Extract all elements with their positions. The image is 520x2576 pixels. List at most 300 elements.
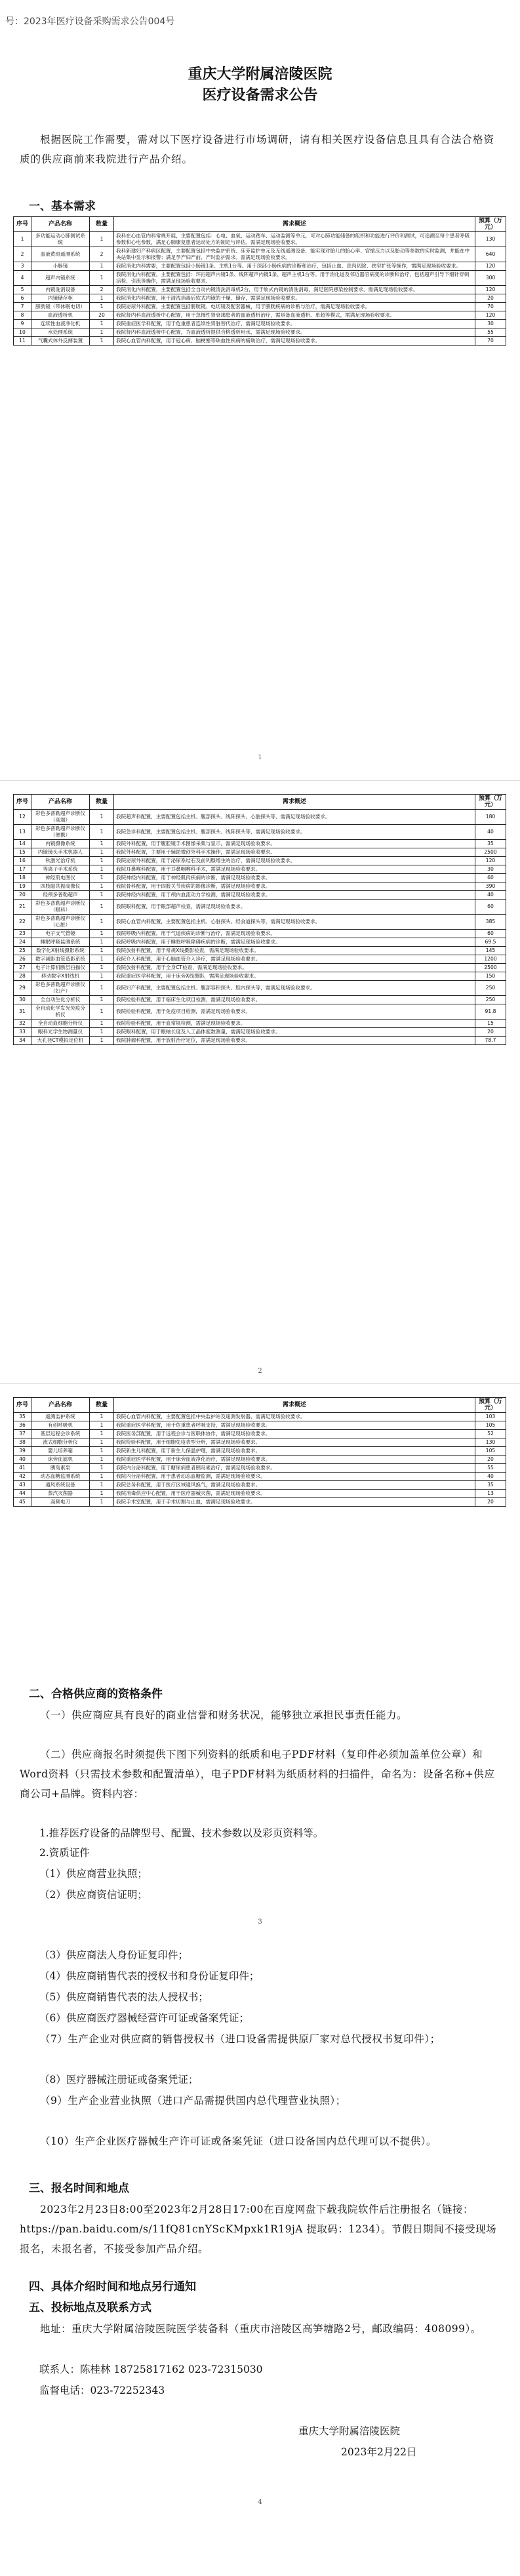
section-qualifications: 二、合格供应商的资格条件: [29, 1688, 163, 1701]
cell-qty: 1: [90, 882, 114, 891]
cell-qty: 1: [90, 262, 114, 271]
table-row: [14, 286, 506, 294]
header-qty: 数量: [90, 1398, 114, 1413]
cell-qty: 1: [90, 938, 114, 947]
cell-budget: 70: [475, 303, 506, 311]
condition-1: （一）供应商应具有良好的商业信誉和财务状况，能够独立承担民事责任能力。: [40, 1709, 408, 1721]
qual-4: （4）供应商销售代表的授权书和身份证复印件；: [39, 1970, 260, 1982]
cell-qty: 1: [90, 930, 114, 938]
cell-name: 彩色多普勒超声诊断仪（高端）: [31, 810, 90, 825]
cell-req: 我院泌尿外科配置，用于泌尿系结石及前列腺增生的治疗，需满足现场验收要求。: [114, 857, 475, 865]
doc-number: 号：2023年医疗设备采购需求公告004号: [5, 16, 175, 27]
cell-budget: 640: [475, 247, 506, 262]
signature-org: 重庆大学附属涪陵医院: [298, 2425, 401, 2437]
cell-no: 39: [14, 1447, 31, 1456]
table-row: [14, 328, 506, 337]
cell-no: 41: [14, 1464, 31, 1473]
cell-req: 我院放射科配置，用于全身CT检查，需满足现场验收要求。: [114, 964, 475, 972]
cell-qty: 1: [90, 1464, 114, 1473]
cell-qty: 1: [90, 232, 114, 247]
cell-name: 婴儿培养箱: [31, 1447, 90, 1456]
cell-qty: 1: [90, 328, 114, 337]
cell-budget: 2500: [475, 848, 506, 857]
cell-req: 我院检验科配置，用于免疫项目检测，需满足现场验收要求。: [114, 1004, 475, 1020]
cell-qty: 1: [90, 840, 114, 848]
cell-qty: 1: [90, 1413, 114, 1421]
cell-budget: 30: [475, 320, 506, 328]
cell-qty: 1: [90, 337, 114, 346]
section-presentation: 四、具体介绍时间和地点另行通知: [29, 2280, 196, 2293]
cell-no: 38: [14, 1438, 31, 1447]
cell-req: 我院内分泌科配置，用于患者动态血糖监测，需满足现场验收要求。: [114, 1473, 475, 1481]
cell-budget: 60: [475, 874, 506, 882]
cell-budget: 40: [475, 1473, 506, 1481]
table-row: [14, 1456, 506, 1464]
cell-no: 28: [14, 972, 31, 981]
cell-req: 我院重症医学科配置，用于危重患者连续性肾脏替代治疗，需满足现场验收要求。: [114, 320, 475, 328]
cell-req: 我院急诊科配置，主要配置包括主机、腹部探头、线阵探头等，需满足现场验收要求。: [114, 825, 475, 840]
cell-budget: 145: [475, 947, 506, 955]
table-row: [14, 981, 506, 996]
cell-no: 33: [14, 1028, 31, 1037]
cell-name: 超声内镜系统: [31, 271, 90, 286]
cell-no: 29: [14, 981, 31, 996]
cell-qty: 1: [90, 915, 114, 930]
cell-budget: 13: [475, 1490, 506, 1498]
cell-no: 15: [14, 848, 31, 857]
hospital-title: 重庆大学附属涪陵医院: [188, 66, 332, 83]
cell-no: 31: [14, 1004, 31, 1020]
header-name: 产品名称: [31, 1398, 90, 1413]
cell-name: 内镜镜头手术机器人: [31, 848, 90, 857]
cell-name: 全自动血细胞分析仪: [31, 1020, 90, 1028]
cell-qty: 1: [90, 947, 114, 955]
cell-name: 经颅多普勒超声: [31, 891, 90, 900]
table-row: [14, 938, 506, 947]
qual-3: （3）供应商法人身份证复印件；: [39, 1949, 188, 1961]
cell-req: 我院外科配置，用于腹腔镜手术图像采集与显示，需满足现场验收要求。: [114, 840, 475, 848]
cell-no: 17: [14, 865, 31, 874]
item-1: 1.推荐医疗设备的品牌型号、配置、技术参数以及彩页资料等。: [39, 1827, 324, 1839]
table-row: [14, 337, 506, 346]
cell-req: 我院放射科配置，用于常规X线摄影检查，需满足现场验收要求。: [114, 947, 475, 955]
table-row: [14, 1430, 506, 1438]
intro-paragraph: 根据医院工作需要，需对以下医疗设备进行市场调研，请有相关医疗设备信息且具有合法合格资质的供应商前来我院进行产品介绍。: [20, 134, 495, 165]
cell-qty: 1: [90, 996, 114, 1004]
cell-no: 16: [14, 857, 31, 865]
cell-req: 我院呼吸内科配置，用于气道疾病的诊断与治疗，需满足现场验收要求。: [114, 930, 475, 938]
cell-no: 5: [14, 286, 31, 294]
cell-no: 12: [14, 810, 31, 825]
cell-budget: 70: [475, 337, 506, 346]
cell-no: 23: [14, 930, 31, 938]
cell-qty: 1: [90, 271, 114, 286]
table-row: [14, 891, 506, 900]
cell-no: 35: [14, 1413, 31, 1421]
table-row: [14, 1447, 506, 1456]
cell-no: 7: [14, 303, 31, 311]
header-req: 需求概述: [114, 217, 475, 232]
table-row: [14, 311, 506, 320]
table-row: [14, 857, 506, 865]
cell-req: 我院重症医学科配置，用于床旁血液净化治疗，需满足现场验收要求。: [114, 1456, 475, 1464]
cell-req: 我院检验科配置，用于血常规检测，需满足现场验收要求。: [114, 1020, 475, 1028]
cell-qty: 2: [90, 247, 114, 262]
cell-budget: 1200: [475, 955, 506, 964]
cell-name: 眼科光学生物测量仪: [31, 1028, 90, 1037]
table-row: [14, 900, 506, 915]
cell-qty: 1: [90, 294, 114, 303]
cell-no: 24: [14, 938, 31, 947]
table-row: [14, 1481, 506, 1490]
cell-budget: 55: [475, 328, 506, 337]
cell-name: 遥测监护系统: [31, 1413, 90, 1421]
cell-no: 43: [14, 1481, 31, 1490]
qual-7: （7）生产企业对供应商的销售授权书（进口设备需提供原厂家对总代授权书复印件）；: [40, 2033, 441, 2045]
cell-req: 我科新建妇产科病区配置，主要配置包括中央监护系统、床旁监护单元及无线遥测设备，能实现对胎儿的胎心率、宫缩压力以及胎动等参数的实时监测，并能在中央站集中显示和报警；满足孕产妇产前、产时监护需求。需满足现场验收要求。: [114, 247, 475, 262]
cell-name: 彩色多普勒超声诊断仪（心脏）: [31, 915, 90, 930]
cell-qty: 1: [90, 1004, 114, 1020]
table-row: [14, 1498, 506, 1507]
cell-name: 移动数字X射线机: [31, 972, 90, 981]
cell-req: 我院泌尿外科配置，主要配置包括膀胱镜、电切镜及配套器械，用于膀胱疾病的诊断与治疗，需满足现场验收要求。: [114, 303, 475, 311]
cell-req: 我院神经内科配置，用于颅内血流动力学检测，需满足现场验收要求。: [114, 891, 475, 900]
cell-budget: 250: [475, 996, 506, 1004]
cell-name: 彩色多普勒超声诊断仪（妇产）: [31, 981, 90, 996]
cell-name: 等离子手术系统: [31, 865, 90, 874]
cell-name: 彩色多普勒超声诊断仪（便携）: [31, 825, 90, 840]
table-row: [14, 840, 506, 848]
cell-budget: 52: [475, 1430, 506, 1438]
cell-budget: 20: [475, 294, 506, 303]
cell-req: 我院心血管内科配置，主要配置包括主机、心脏探头、经食道探头等，需满足现场验收要求。: [114, 915, 475, 930]
cell-budget: 30: [475, 865, 506, 874]
cell-no: 8: [14, 311, 31, 320]
cell-req: 我院消毒供应中心配置，用于医疗器械灭菌，需满足现场验收要求。: [114, 1490, 475, 1498]
table-row: [14, 874, 506, 882]
section-basic-needs: 一、基本需求: [29, 200, 96, 213]
cell-budget: 55: [475, 1464, 506, 1473]
cell-name: 小肠镜: [31, 262, 90, 271]
cell-name: 钬激光治疗机: [31, 857, 90, 865]
cell-name: 基层远程会诊系统: [31, 1430, 90, 1438]
cell-no: 13: [14, 825, 31, 840]
cell-no: 11: [14, 337, 31, 346]
cell-name: 四肢磁共振成像仪: [31, 882, 90, 891]
cell-name: 电子支气管镜: [31, 930, 90, 938]
cell-no: 2: [14, 247, 31, 262]
table-row: [14, 964, 506, 972]
cell-budget: 250: [475, 981, 506, 996]
cell-req: 我院消化内科需要，主要配置包括小肠镜1条、主机1台等。用于深部小肠疾病的诊断和治疗，包括止血、息肉切除、狭窄扩张等操作，需满足现场验收要求。: [114, 262, 475, 271]
page-3: [0, 1383, 520, 2576]
header-budget: 预算（万元）: [475, 1398, 506, 1413]
cell-no: 32: [14, 1020, 31, 1028]
cell-name: 多功能运动心肺测试系统: [31, 232, 90, 247]
cell-qty: 1: [90, 1473, 114, 1481]
cell-name: 内镜摄像系统: [31, 840, 90, 848]
cell-budget: 69.5: [475, 938, 506, 947]
table-row: [14, 930, 506, 938]
cell-req: 我院眼科配置，用于眼轴长度及人工晶体度数测量，需满足现场验收要求。: [114, 1028, 475, 1037]
cell-qty: 1: [90, 865, 114, 874]
cell-name: 数字化X射线摄影系统: [31, 947, 90, 955]
cell-name: 内镜洗消设备: [31, 286, 90, 294]
cell-no: 27: [14, 964, 31, 972]
cell-no: 18: [14, 874, 31, 882]
cell-budget: 150: [475, 972, 506, 981]
qual-10: （10）生产企业医疗器械生产许可证或备案凭证（进口设备国内总代理可以不提供）。: [40, 2135, 437, 2147]
header-req: 需求概述: [114, 795, 475, 810]
cell-qty: 1: [90, 303, 114, 311]
cell-budget: 390: [475, 882, 506, 891]
cell-name: 睡眠呼吸监测系统: [31, 938, 90, 947]
cell-budget: 40: [475, 891, 506, 900]
cell-no: 40: [14, 1456, 31, 1464]
table-row: [14, 996, 506, 1004]
cell-budget: 15: [475, 1020, 506, 1028]
cell-budget: 35: [475, 1481, 506, 1490]
cell-budget: 120: [475, 857, 506, 865]
cell-req: 我院消化内科配置，用于清洗消毒后软式内镜的干燥、储存，需满足现场验收要求。: [114, 294, 475, 303]
table-row: [14, 1037, 506, 1045]
contact-person: 联系人：陈桂林 18725817162 023-72315030: [39, 2364, 263, 2375]
registration-text: 2023年2月23日8:00至2023年2月28日17:00在百度网盘下载我院软件后注册报名（链接：https://pan.baidu.com/s/11fQ81cnYScKMpxk1R19jA 提取码：1234）。节假日期间不接受现场报名，未报名者，不接受参加产品介绍。: [20, 2204, 497, 2255]
table-row: [14, 1413, 506, 1421]
table-row: [14, 848, 506, 857]
cell-req: 我院检验科配置，用于细胞免疫表型分析，需满足现场验收要求。: [114, 1438, 475, 1447]
table-row: [14, 865, 506, 874]
cell-name: 水处理系统: [31, 328, 90, 337]
condition-2: （二）供应商报名时须提供下图下列资料的纸质和电子PDF材料（复印件必须加盖单位公章）和Word资料（只需技术参数和配置清单），电子PDF材料为纸质材料的扫描件，命名为：设备名称+供应商公司+品牌。资料内容：: [20, 1749, 495, 1800]
cell-req: 我院肿瘤科配置，用于放射治疗定位，需满足现场验收要求。: [114, 1037, 475, 1045]
cell-qty: 1: [90, 848, 114, 857]
cell-qty: 1: [90, 874, 114, 882]
cell-name: 动态血糖监测系统: [31, 1473, 90, 1481]
cell-budget: 60: [475, 930, 506, 938]
cell-qty: 1: [90, 1438, 114, 1447]
cell-no: 1: [14, 232, 31, 247]
cell-no: 42: [14, 1473, 31, 1481]
cell-qty: 1: [90, 1481, 114, 1490]
cell-no: 37: [14, 1430, 31, 1438]
cell-name: 流式细胞分析仪: [31, 1438, 90, 1447]
cell-name: 高频电刀: [31, 1498, 90, 1507]
section-registration: 三、报名时间和地点: [29, 2182, 129, 2195]
table-row: [14, 1020, 506, 1028]
cell-req: 我院医务部配置，用于远程会诊与医联体协作，需满足现场验收要求。: [114, 1430, 475, 1438]
header-qty: 数量: [90, 217, 114, 232]
cell-budget: 103: [475, 1413, 506, 1421]
supervision-phone: 监督电话：023-72252343: [39, 2385, 165, 2396]
cell-budget: 20: [475, 1456, 506, 1464]
cell-req: 我院检验科配置，用于临床生化项目检测，需满足现场验收要求。: [114, 996, 475, 1004]
cell-no: 44: [14, 1490, 31, 1498]
header-req: 需求概述: [114, 1398, 475, 1413]
header-no: 序号: [14, 217, 31, 232]
cell-no: 21: [14, 900, 31, 915]
cell-no: 4: [14, 271, 31, 286]
header-name: 产品名称: [31, 795, 90, 810]
cell-no: 9: [14, 320, 31, 328]
table-header-row: [14, 795, 506, 810]
cell-budget: 120: [475, 262, 506, 271]
table-row: [14, 1464, 506, 1473]
table-row: [14, 1490, 506, 1498]
cell-qty: 1: [90, 955, 114, 964]
cell-budget: 130: [475, 232, 506, 247]
cell-qty: 1: [90, 1498, 114, 1507]
qual-1: （1）供应商营业执照；: [39, 1868, 148, 1880]
table-row: [14, 1028, 506, 1037]
page-number: 1: [258, 754, 262, 761]
cell-name: 内镜储存柜: [31, 294, 90, 303]
cell-no: 3: [14, 262, 31, 271]
section-contact: 五、投标地点及联系方式: [29, 2301, 151, 2314]
cell-budget: 300: [475, 271, 506, 286]
cell-name: 全自动化学发光免疫分析仪: [31, 1004, 90, 1020]
cell-qty: 1: [90, 1037, 114, 1045]
cell-no: 10: [14, 328, 31, 337]
cell-req: 我院内分泌科配置，用于糖尿病患者胰岛素治疗，需满足现场验收要求。: [114, 1464, 475, 1473]
cell-name: 膀胱镜（带休眠电切）: [31, 303, 90, 311]
cell-req: 我院手术室配置，用于手术切割与止血，需满足现场验收要求。: [114, 1498, 475, 1507]
cell-budget: 60: [475, 900, 506, 915]
page-1: [0, 0, 520, 767]
cell-qty: 1: [90, 891, 114, 900]
cell-name: 床旁血滤机: [31, 1456, 90, 1464]
qual-9: （9）生产企业营业执照（进口产品需提供国内总代理营业执照）；: [40, 2095, 346, 2107]
cell-qty: 1: [90, 857, 114, 865]
qual-5: （5）供应商销售代表的法人授权书；: [39, 1991, 209, 2003]
notice-title: 医疗设备需求公告: [202, 87, 318, 104]
header-no: 序号: [14, 1398, 31, 1413]
cell-budget: 91.8: [475, 1004, 506, 1020]
cell-qty: 1: [90, 1028, 114, 1037]
cell-qty: 1: [90, 825, 114, 840]
cell-budget: 2500: [475, 964, 506, 972]
cell-budget: 385: [475, 915, 506, 930]
cell-qty: 1: [90, 1447, 114, 1456]
cell-name: 数字减影血管造影系统: [31, 955, 90, 964]
cell-req: 我院心血管内科配置，主要配置包括中央监护站及遥测发射器，需满足现场验收要求。: [114, 1413, 475, 1421]
cell-budget: 105: [475, 1421, 506, 1430]
cell-qty: 1: [90, 320, 114, 328]
cell-name: 大孔径CT模拟定位机: [31, 1037, 90, 1045]
cell-name: 彩色多普勒超声诊断仪（眼科）: [31, 900, 90, 915]
table-row: [14, 1004, 506, 1020]
cell-qty: 1: [90, 1456, 114, 1464]
needs-table-2: [13, 794, 506, 1045]
table-row: [14, 247, 506, 262]
cell-no: 6: [14, 294, 31, 303]
cell-name: 血液黄斑遥测系统: [31, 247, 90, 262]
table-row: [14, 320, 506, 328]
table-row: [14, 294, 506, 303]
cell-name: 通风系统设备: [31, 1481, 90, 1490]
cell-name: 胰岛素泵: [31, 1464, 90, 1473]
cell-req: 我院妇产科配置，主要配置包括主机、腹部容积探头、腔内探头等，需满足现场验收要求。: [114, 981, 475, 996]
table-row: [14, 972, 506, 981]
qual-6: （6）供应商医疗器械经营许可证或备案凭证；: [39, 2012, 249, 2024]
cell-no: 20: [14, 891, 31, 900]
cell-name: 蒸汽灭菌器: [31, 1490, 90, 1498]
table-row: [14, 882, 506, 891]
cell-budget: 120: [475, 311, 506, 320]
table-row: [14, 1473, 506, 1481]
page-number: 3: [258, 1918, 262, 1926]
header-no: 序号: [14, 795, 31, 810]
table-row: [14, 271, 506, 286]
page-number: 2: [258, 1368, 262, 1375]
cell-qty: 1: [90, 972, 114, 981]
table-row: [14, 1438, 506, 1447]
cell-budget: 35: [475, 840, 506, 848]
table-row: [14, 947, 506, 955]
address: 地址：重庆大学附属涪陵医院医学装备科（重庆市涪陵区高笋塘路2号，邮政编码：408099）。: [40, 2323, 481, 2335]
signature-date: 2023年2月22日: [341, 2446, 417, 2458]
page-2: [0, 780, 520, 1384]
cell-no: 19: [14, 882, 31, 891]
table-row: [14, 1421, 506, 1430]
table-row: [14, 915, 506, 930]
cell-qty: 1: [90, 1430, 114, 1438]
table-row: [14, 955, 506, 964]
cell-no: 25: [14, 947, 31, 955]
cell-req: 我院肾内科血液透析中心配置，用于急慢性肾衰竭患者的血液透析治疗，需具备血液透析、单超等模式，需满足现场验收要求。: [114, 311, 475, 320]
cell-req: 我院总务科配置，用于医疗区域通风换气，需满足现场验收要求。: [114, 1481, 475, 1490]
cell-req: 我院呼吸内科配置，用于睡眠呼吸障碍疾病的诊断，需满足现场验收要求。: [114, 938, 475, 947]
cell-budget: 40: [475, 825, 506, 840]
cell-name: 全自动生化分析仪: [31, 996, 90, 1004]
cell-no: 14: [14, 840, 31, 848]
cell-req: 我院重症医学科配置，用于危重患者呼吸支持，需满足现场验收要求。: [114, 1421, 475, 1430]
table-row: [14, 303, 506, 311]
cell-no: 30: [14, 996, 31, 1004]
cell-qty: 1: [90, 900, 114, 915]
header-budget: 预算（万元）: [475, 795, 506, 810]
cell-name: 连续性血液净化机: [31, 320, 90, 328]
cell-qty: 1: [90, 1490, 114, 1498]
cell-no: 22: [14, 915, 31, 930]
header-qty: 数量: [90, 795, 114, 810]
cell-budget: 180: [475, 810, 506, 825]
cell-qty: 1: [90, 981, 114, 996]
cell-budget: 120: [475, 286, 506, 294]
cell-name: 电子计算机断层扫描仪: [31, 964, 90, 972]
cell-name: 有创呼吸机: [31, 1421, 90, 1430]
needs-table-3: [13, 1397, 506, 1507]
cell-budget: 105: [475, 1447, 506, 1456]
header-name: 产品名称: [31, 217, 90, 232]
cell-budget: 20: [475, 1028, 506, 1037]
qual-8: （8）医疗器械注册证或备案凭证；: [39, 2074, 199, 2086]
cell-req: 我院耳鼻喉科配置，用于耳鼻咽喉科手术，需满足现场验收要求。: [114, 865, 475, 874]
cell-req: 我院神经内科配置，用于神经肌肉疾病的诊断，需满足现场验收要求。: [114, 874, 475, 882]
cell-req: 我院心血管内科配置，用于冠心病、脑梗塞等缺血性疾病的辅助治疗，需满足现场验收要求。: [114, 337, 475, 346]
cell-req: 我院外科配置，主要用于辅助微创外科手术操作，需满足现场验收要求。: [114, 848, 475, 857]
cell-req: 我院超声科配置，主要配置包括主机、腹部探头、线阵探头、心脏探头等，需满足现场验收要求。: [114, 810, 475, 825]
cell-name: 气囊式体外反搏装置: [31, 337, 90, 346]
cell-req: 我院新生儿科配置，用于新生儿保温护理，需满足现场验收要求。: [114, 1447, 475, 1456]
cell-no: 36: [14, 1421, 31, 1430]
cell-req: 我院重症医学科配置，用于床旁X线摄影，需满足现场验收要求。: [114, 972, 475, 981]
table-row: [14, 262, 506, 271]
item-2: 2.资质证件: [39, 1847, 90, 1859]
cell-budget: 20: [475, 1498, 506, 1507]
cell-req: 我院肾内科血液透析中心配置，为血液透析提供合格透析用水，需满足现场验收要求。: [114, 328, 475, 337]
cell-req: 我院消化内科配置，主要配置包括全自动内镜清洗消毒机2台，用于软式内镜的清洗消毒，满足医院感染控制要求，需满足现场验收要求。: [114, 286, 475, 294]
